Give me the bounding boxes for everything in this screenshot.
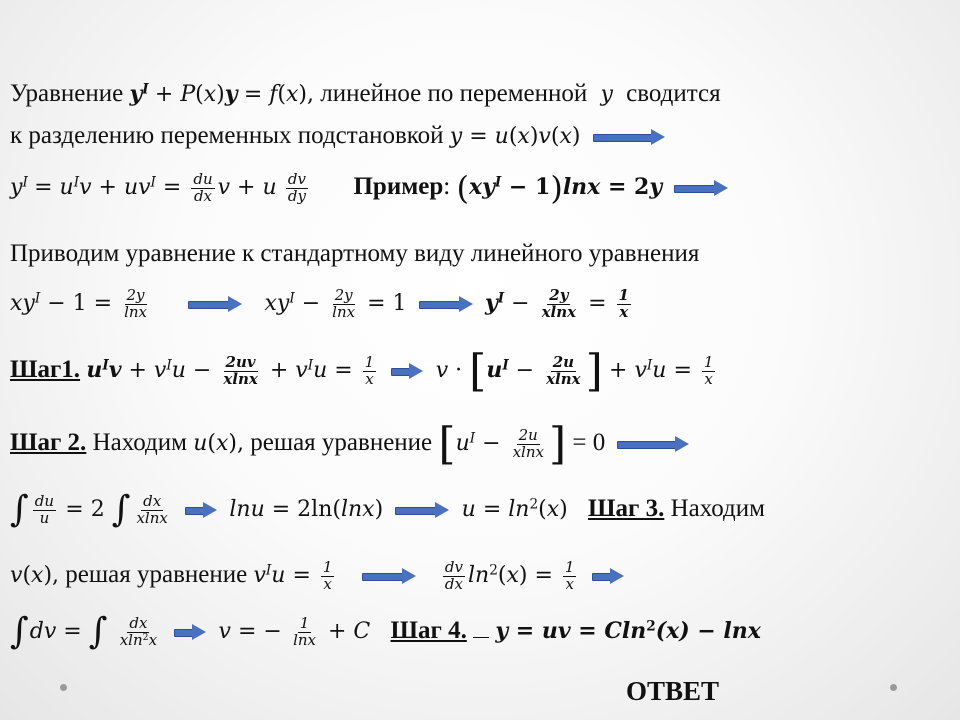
math-eq-1: $xy^I$ (10, 290, 41, 316)
row-8: ∫ $\frac{du}{u}$ = 2 ∫ $\frac{dx}{xlnx}$ lnu = 2ln(lnx) $u = \ln^2(x)$ Шаг 3. Находим (10, 489, 765, 531)
text-find: Находим (92, 428, 187, 456)
slide-dot-right (890, 684, 897, 691)
arrow-icon (419, 299, 473, 309)
step-2-label: Шаг 2. (10, 428, 87, 456)
row-2: к разделению переменных подстановкой y = u(x)v(x) (10, 122, 671, 150)
row-5: $xy^I - 1$ = $\frac{2y}{\ln x}$ $xy^I$ − $\frac{2y}{\ln x}$ = 1 $y^I$ − $\frac{2y}{xlnx}$ = $\frac{1}{x}$ (10, 286, 629, 321)
step-3-label: Шаг 3. (588, 494, 665, 522)
arrow-icon (188, 299, 242, 309)
row-9: v(x), решая уравнение $v^Iu$ = $\frac{1}{x}$ $\frac{dv}{dx}$ $\ln^2(x)$ = $\frac{1}{x}$ (10, 560, 630, 593)
math-y-prime: $y^I$ (129, 81, 149, 107)
text-eq-zero: = 0 (572, 428, 606, 456)
text-standard-form: Приводим уравнение к стандартному виду линейного уравнения (10, 240, 700, 267)
arrow-icon (617, 439, 689, 449)
arrow-icon (174, 627, 206, 637)
row-1: Уравнение $y^I + P(x)y = f(x)$, линейное по переменной y сводится (10, 80, 721, 107)
arrow-icon (593, 132, 665, 142)
step-4-label: Шаг 4. (390, 616, 467, 644)
math-step-1: $u^Iv$ (86, 356, 122, 383)
text-equation: Уравнение (10, 80, 124, 107)
math-substitution: y (449, 124, 463, 149)
text-solving: решая уравнение (250, 428, 433, 456)
text-solving-2: решая уравнение (65, 560, 248, 588)
row-3: $y^I = u^Iv + uv^I$ = $\frac{du}{dx}$ v + u $\frac{dv}{dy}$ Пример: $(xy^I - 1)\ln x = 2y$ (10, 172, 734, 205)
step-1-label: Шаг1. (10, 355, 81, 383)
answer-label: ОТВЕТ (626, 676, 720, 706)
math-final-answer: y = uv = Cln$^2$(x) − lnx (495, 617, 761, 644)
row-6: Шаг1. $u^Iv + v^Iu$ − $\frac{2uv}{xlnx}$ + $v^Iu$ = $\frac{1}{x}$ $v \cdot [u^I$ − $\frac{2u}{xlnx}$ ] + $v^Iu$ = $\frac{1}{x}$ (10, 345, 714, 397)
text-example: Пример (353, 172, 444, 200)
math-example-equation: $(xy^I - 1)\ln x = 2y$ (456, 168, 663, 207)
arrow-icon (185, 505, 217, 515)
arrow-icon (391, 366, 423, 376)
arrow-icon (395, 505, 449, 515)
math-eq-3: $y^I$ (485, 289, 505, 316)
slide-dot-left (60, 684, 67, 691)
text-separation: к разделению переменных подстановкой (10, 122, 444, 149)
arrow-icon (592, 571, 624, 581)
row-10: ∫dv = ∫ $\frac{dx}{xln^2x}$ v = − $\frac{1}{\ln x}$ + C Шаг 4. y = uv = Cln$^2$(x) − lnx (10, 611, 761, 653)
text-reduces: сводится (626, 80, 721, 107)
row-4 (10, 240, 699, 268)
arrow-icon (674, 183, 728, 193)
text-linear: линейное по переменной (320, 80, 588, 107)
math-var-y: y (593, 82, 620, 107)
row-7: Шаг 2. Находим u(x), решая уравнение [$u^I$ − $\frac{2u}{xlnx}$ ] = 0 (10, 428, 695, 461)
math-derivative-product: $y^I$ (10, 174, 28, 200)
arrow-icon (362, 571, 416, 581)
text-find-2: Находим (670, 494, 765, 522)
math-eq-2: $xy^I$ (264, 290, 295, 316)
